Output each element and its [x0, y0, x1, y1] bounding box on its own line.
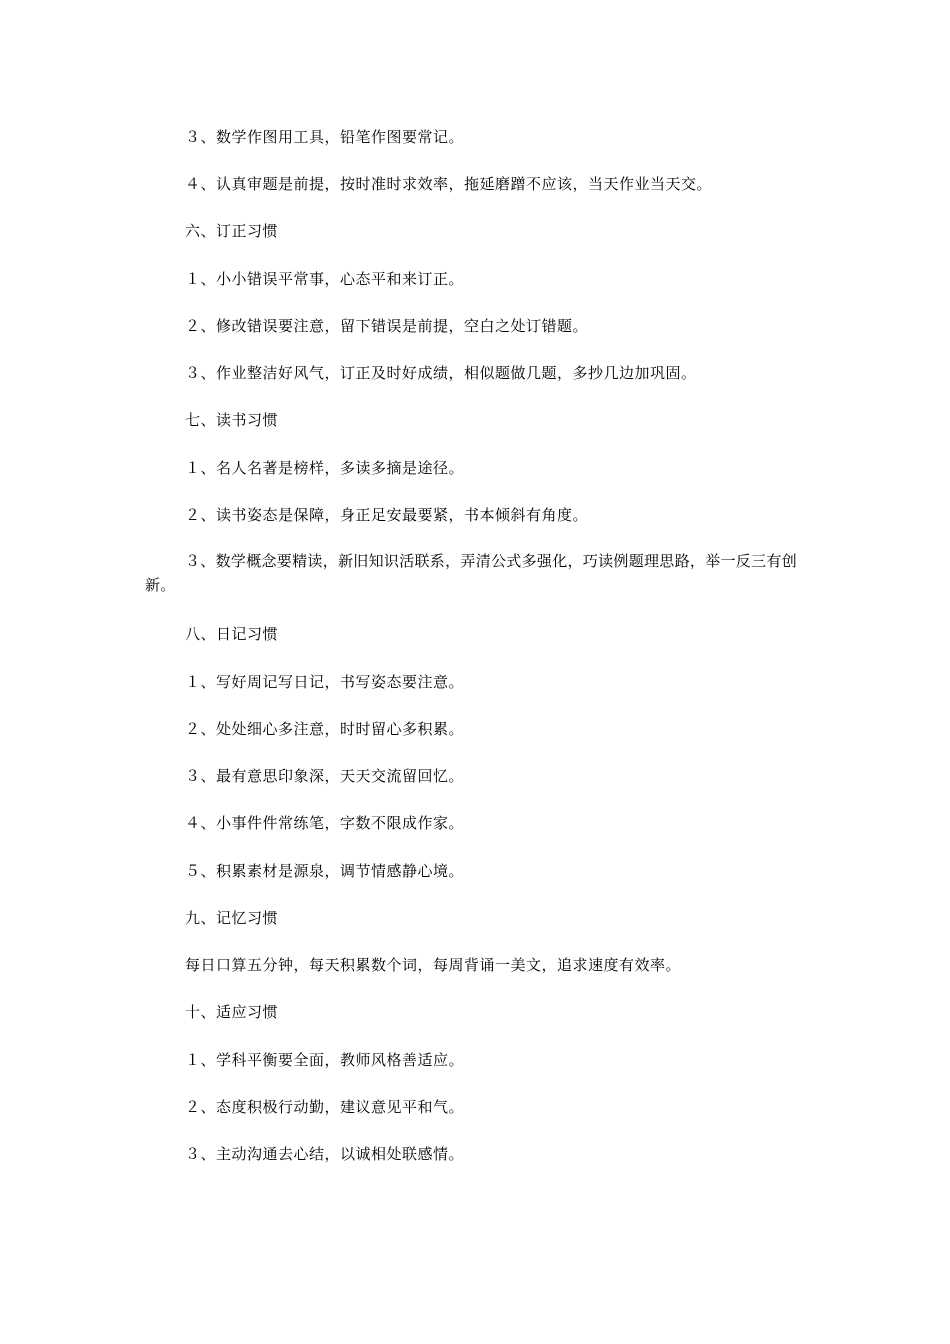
paragraph: ４、小事件件常练笔，字数不限成作家。 [185, 814, 465, 832]
paragraph: ２、处处细心多注意，时时留心多积累。 [185, 720, 465, 738]
paragraph-wrapped: ３、数学概念要精读，新旧知识活联系，弄清公式多强化，巧读例题理思路，举一反三有创新。 [145, 552, 798, 594]
paragraph: ２、修改错误要注意，留下错误是前提，空白之处订错题。 [185, 317, 589, 335]
paragraph: ５、积累素材是源泉，调节情感静心境。 [185, 862, 465, 880]
paragraph: １、学科平衡要全面，教师风格善适应。 [185, 1051, 465, 1069]
section-heading: 九、记忆习惯 [185, 909, 279, 927]
section-heading: 八、日记习惯 [185, 625, 279, 643]
paragraph: ３、作业整洁好风气，订正及时好成绩，相似题做几题，多抄几边加巩固。 [185, 364, 697, 382]
section-heading: 六、订正习惯 [185, 222, 279, 240]
section-heading: 十、适应习惯 [185, 1003, 279, 1021]
paragraph: １、写好周记写日记，书写姿态要注意。 [185, 673, 465, 691]
paragraph: １、小小错误平常事，心态平和来订正。 [185, 270, 465, 288]
paragraph: ４、认真审题是前提，按时准时求效率，拖延磨蹭不应该，当天作业当天交。 [185, 175, 713, 193]
paragraph: ２、态度积极行动勤，建议意见平和气。 [185, 1098, 465, 1116]
paragraph: ３、主动沟通去心结，以诚相处联感情。 [185, 1145, 465, 1163]
paragraph: ３、最有意思印象深，天天交流留回忆。 [185, 767, 465, 785]
section-heading: 七、读书习惯 [185, 411, 279, 429]
paragraph: １、名人名著是榜样，多读多摘是途径。 [185, 459, 465, 477]
paragraph: ３、数学作图用工具，铅笔作图要常记。 [185, 128, 465, 146]
paragraph: ２、读书姿态是保障，身正足安最要紧，书本倾斜有角度。 [185, 506, 589, 524]
paragraph: 每日口算五分钟，每天积累数个词，每周背诵一美文，追求速度有效率。 [185, 956, 682, 974]
